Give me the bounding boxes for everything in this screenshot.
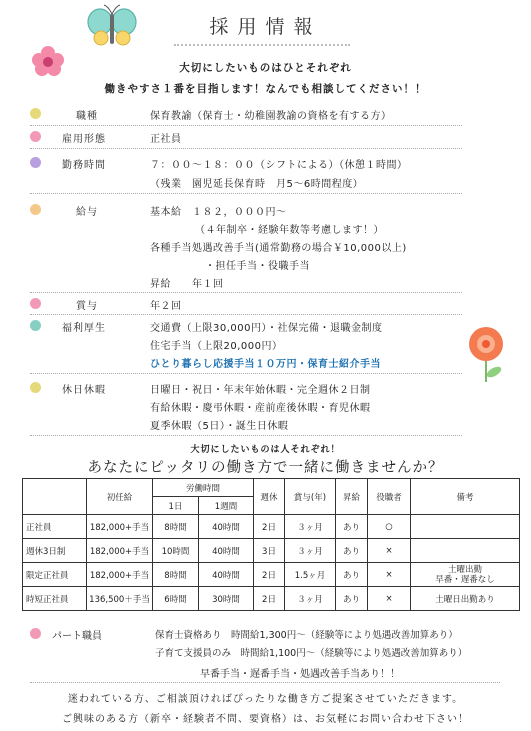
table-cell-bonus: ３ヶ月 [285, 515, 336, 539]
row-value-salary-5: 昇給 年１回 [150, 279, 224, 290]
table-cell-holiday: 3日 [254, 539, 285, 563]
row-value-salary-3: 各種手当処遇改善手当(通常勤務の場合￥10,000以上) [150, 243, 407, 254]
table-header-raise: 昇給 [336, 479, 368, 515]
table-cell-role: ○ [368, 515, 411, 539]
divider [30, 193, 462, 194]
table-header-week: 1週間 [199, 497, 254, 515]
table-cell-type: 正社員 [23, 515, 87, 539]
table-cell-note: 土曜日出勤あり [411, 587, 520, 611]
divider [30, 314, 462, 315]
row-value-hours-2: （残業 園児延長保育時 月5～6時間程度） [150, 179, 364, 190]
pink-flower-bullet-icon [30, 628, 41, 639]
table-cell-pay: 182,000+手当 [87, 563, 153, 587]
table-cell-holiday: 2日 [254, 515, 285, 539]
part-time-line-3: 早番手当・遅番手当・処遇改善手当あり！！ [200, 669, 400, 680]
tagline-1: 大切にしたいものはひとそれぞれ [179, 62, 352, 74]
yellow-flower-bullet-icon [30, 382, 41, 393]
table-cell-bonus: ３ヶ月 [285, 587, 336, 611]
table-cell-role: × [368, 563, 411, 587]
divider [30, 148, 462, 149]
title-underline [174, 44, 350, 46]
table-cell-day: 6時間 [153, 587, 199, 611]
table-cell-pay: 182,000+手当 [87, 515, 153, 539]
row-label-hours: 勤務時間 [62, 160, 106, 171]
yellow-flower-bullet-icon [30, 108, 41, 119]
row-value-benefits-2: 住宅手当（上限20,000円） [150, 341, 283, 352]
table-cell-bonus: 1.5ヶ月 [285, 563, 336, 587]
table-cell-week: 40時間 [199, 539, 254, 563]
table-cell-raise: あり [336, 539, 368, 563]
table-row [23, 515, 520, 539]
table-cell-holiday: 2日 [254, 563, 285, 587]
table-cell-week: 30時間 [199, 587, 254, 611]
row-value-salary-4: ・担任手当・役職手当 [205, 261, 310, 272]
table-header-blank [23, 479, 87, 515]
pink-flower-bullet-icon [30, 131, 41, 142]
footer-line-2: ご興味のある方（新卒・経験者不問、要資格）は、お気軽にお問い合わせ下さい！ [62, 714, 469, 725]
row-value-salary-2: （４年制卒・経験年数等考慮します！） [195, 225, 384, 236]
table-cell-note [411, 515, 520, 539]
row-label-holidays: 休日休暇 [62, 385, 106, 396]
divider [30, 435, 462, 436]
table-cell-type: 時短正社員 [23, 587, 87, 611]
table-cell-type: 週休3日制 [23, 539, 87, 563]
part-time-line-2: 子育て支援員のみ 時間給1,100円～（経験等により処遇改善加算あり） [155, 648, 468, 659]
table-row [23, 587, 520, 611]
row-label-salary: 給与 [76, 207, 98, 218]
divider [30, 373, 462, 374]
row-value-benefits-3: ひとり暮らし応援手当１０万円・保育士紹介手当 [150, 359, 381, 370]
orange-flower-bullet-icon [30, 204, 41, 215]
table-cell-day: 8時間 [153, 515, 199, 539]
table-cell-holiday: 2日 [254, 587, 285, 611]
purple-flower-bullet-icon [30, 157, 41, 168]
table-cell-bonus: ３ヶ月 [285, 539, 336, 563]
table-cell-week: 40時間 [199, 563, 254, 587]
table-cell-raise: あり [336, 563, 368, 587]
row-label-job: 職種 [76, 111, 98, 122]
table-cell-pay: 136,500＋手当 [87, 587, 153, 611]
divider [30, 125, 462, 126]
row-value-bonus: 年２回 [150, 301, 182, 312]
row-value-employment: 正社員 [150, 134, 182, 145]
table-row [23, 539, 520, 563]
table-cell-role: × [368, 587, 411, 611]
row-value-salary-1: 基本給 １８２，０００円～ [150, 207, 287, 218]
table-cell-note: 土曜出勤 早番・遅番なし [411, 563, 520, 587]
teal-flower-bullet-icon [30, 320, 41, 331]
footer-line-1: 迷われている方、ご相談頂ければぴったりな働き方ご提案させていただきます。 [67, 694, 464, 705]
table-header-role: 役職者 [368, 479, 411, 515]
table-header-holiday: 週休 [254, 479, 285, 515]
table-header-pay: 初任給 [87, 479, 153, 515]
table-header-day: 1日 [153, 497, 199, 515]
table-cell-raise: あり [336, 515, 368, 539]
divider [30, 292, 462, 293]
divider [30, 682, 500, 683]
page-title: 採用情報 [209, 16, 322, 38]
table-cell-day: 10時間 [153, 539, 199, 563]
row-value-holidays-3: 夏季休暇（5日）・誕生日休暇 [150, 421, 289, 432]
row-value-benefits-1: 交通費（上限30,000円）・社保完備・退職金制度 [150, 323, 383, 334]
table-cell-note [411, 539, 520, 563]
table-cell-pay: 182,000+手当 [87, 539, 153, 563]
row-label-bonus: 賞与 [76, 301, 98, 312]
row-value-hours-1: ７：００～１８：００（シフトによる）（休憩１時間） [150, 160, 408, 171]
row-value-holidays-2: 有給休暇・慶弔休暇・産前産後休暇・育児休暇 [150, 403, 371, 414]
table-cell-week: 40時間 [199, 515, 254, 539]
part-time-label: パート職員 [52, 631, 102, 642]
row-label-benefits: 福利厚生 [62, 323, 106, 334]
row-value-holidays-1: 日曜日・祝日・年末年始休暇・完全週休２日制 [150, 385, 371, 396]
mid-tagline: 大切にしたいものは人それぞれ！ [190, 445, 341, 455]
table-cell-day: 8時間 [153, 563, 199, 587]
orange-flower-icon [462, 324, 510, 384]
row-value-job: 保育教諭（保育士・幼稚園教諭の資格を有する方） [150, 111, 392, 122]
table-header-bonus: 賞与(年) [285, 479, 336, 515]
row-label-employment: 雇用形態 [62, 134, 106, 145]
table-header-note: 備考 [411, 479, 520, 515]
part-time-line-1: 保育士資格あり 時間給1,300円～（経験等により処遇改善加算あり） [155, 630, 458, 641]
table-cell-raise: あり [336, 587, 368, 611]
headline: あなたにピッタリの働き方で一緒に働きませんか？ [87, 460, 444, 476]
table-row [23, 563, 520, 587]
table-cell-role: × [368, 539, 411, 563]
table-cell-type: 限定正社員 [23, 563, 87, 587]
pink-flower-bullet-icon [30, 298, 41, 309]
table-header-hours: 労働時間 [153, 479, 254, 497]
tagline-2: 働きやすさ１番を目指します！なんでも相談してください！！ [104, 83, 427, 95]
employment-type-table [22, 478, 520, 611]
